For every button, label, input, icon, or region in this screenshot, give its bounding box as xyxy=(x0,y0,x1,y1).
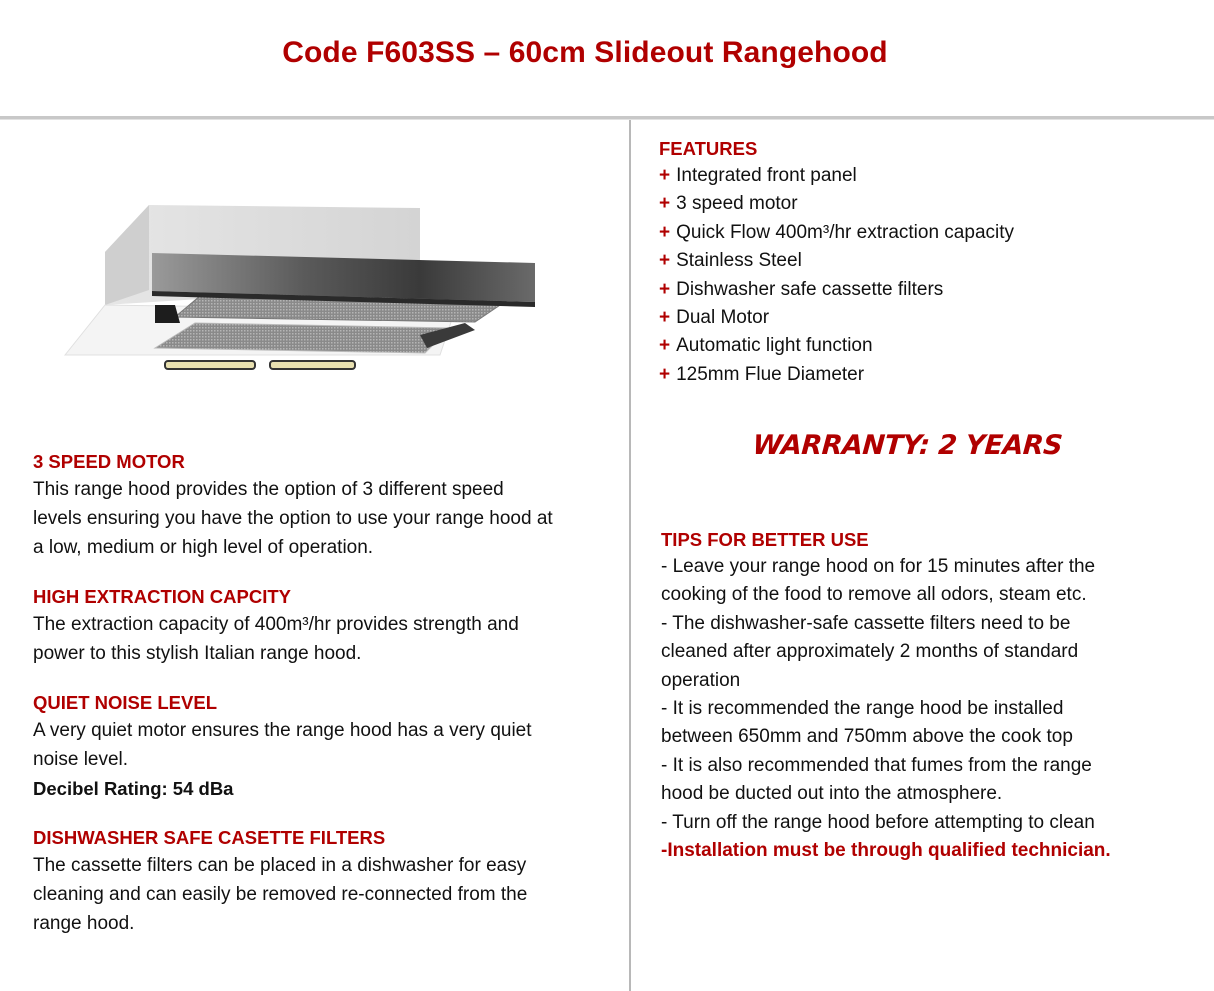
body-line: This range hood provides the option of 3 different speed xyxy=(33,479,504,500)
plus-icon: + xyxy=(659,363,671,385)
body-line: A very quiet motor ensures the range hood has a very quiet xyxy=(33,720,532,741)
body-line: range hood. xyxy=(33,913,135,934)
features-list xyxy=(659,162,1199,389)
decibel-rating: Decibel Rating: 54 dBa xyxy=(33,778,234,799)
horizontal-divider xyxy=(0,116,1214,120)
feature-label: Dishwasher safe cassette filters xyxy=(676,278,944,300)
body-line: levels ensuring you have the option to use your range hood at xyxy=(33,508,553,529)
tip-line: - Leave your range hood on for 15 minutes after the xyxy=(661,556,1096,577)
section-dishwasher-filters xyxy=(33,825,603,938)
features-heading: FEATURES xyxy=(659,138,758,159)
features-section xyxy=(659,136,1199,389)
tips-heading: TIPS FOR BETTER USE xyxy=(661,529,869,550)
feature-label: Integrated front panel xyxy=(676,165,857,186)
section-heading: 3 SPEED MOTOR xyxy=(33,451,185,472)
plus-icon: + xyxy=(659,335,671,357)
section-high-extraction xyxy=(33,584,603,668)
body-line: power to this stylish Italian range hood. xyxy=(33,643,362,664)
product-image xyxy=(55,195,535,380)
section-heading: QUIET NOISE LEVEL xyxy=(33,692,217,713)
feature-item xyxy=(659,219,1199,247)
tip-line: cooking of the food to remove all odors, steam etc. xyxy=(661,584,1087,606)
feature-label: 125mm Flue Diameter xyxy=(676,363,865,385)
feature-label: 3 speed motor xyxy=(676,193,798,215)
plus-icon: + xyxy=(659,193,671,215)
plus-icon: + xyxy=(659,165,671,186)
tip-line: between 650mm and 750mm above the cook top xyxy=(661,726,1073,748)
plus-icon: + xyxy=(659,307,671,329)
feature-item xyxy=(659,304,1199,332)
tip-line: - It is also recommended that fumes from the range xyxy=(661,754,1092,776)
body-line: noise level. xyxy=(33,749,129,770)
tip-line: - It is recommended the range hood be installed xyxy=(661,698,1064,720)
tip-line: - Turn off the range hood before attempting to clean xyxy=(661,811,1095,833)
body-line: cleaning and can easily be removed re-connected from the xyxy=(33,884,528,905)
tip-line: hood be ducted out into the atmosphere. xyxy=(661,783,1003,805)
warranty-badge: WARRANTY: 2 YEARS xyxy=(751,430,1064,461)
feature-label: Quick Flow 400m³/hr extraction capacity xyxy=(676,221,1015,243)
vertical-divider xyxy=(629,120,631,991)
feature-label: Automatic light function xyxy=(676,335,873,357)
section-heading: HIGH EXTRACTION CAPCITY xyxy=(33,586,291,607)
feature-label: Stainless Steel xyxy=(676,250,802,272)
feature-item xyxy=(659,276,1199,304)
feature-item xyxy=(659,361,1199,389)
feature-item xyxy=(659,332,1199,360)
tip-line: - The dishwasher-safe cassette filters need to be xyxy=(661,612,1071,634)
feature-label: Dual Motor xyxy=(676,307,770,329)
plus-icon: + xyxy=(659,221,671,243)
section-3-speed-motor xyxy=(33,449,603,562)
page-title: Code F603SS – 60cm Slideout Rangehood xyxy=(282,36,888,69)
section-heading: DISHWASHER SAFE CASETTE FILTERS xyxy=(33,827,386,848)
plus-icon: + xyxy=(659,278,671,300)
plus-icon: + xyxy=(659,250,671,272)
feature-item xyxy=(659,162,1199,190)
tip-line: operation xyxy=(661,669,741,691)
feature-item xyxy=(659,247,1199,275)
feature-item xyxy=(659,190,1199,218)
tip-line: cleaned after approximately 2 months of standard xyxy=(661,641,1079,663)
body-line: The cassette filters can be placed in a dishwasher for easy xyxy=(33,855,527,876)
installation-warning: -Installation must be through qualified technician. xyxy=(661,840,1111,862)
left-column xyxy=(33,449,603,960)
rangehood-illustration xyxy=(55,195,535,380)
tips-section xyxy=(661,527,1181,865)
body-line: The extraction capacity of 400m³/hr provides strength and xyxy=(33,614,519,635)
section-quiet-noise xyxy=(33,690,603,803)
body-line: a low, medium or high level of operation. xyxy=(33,537,374,558)
